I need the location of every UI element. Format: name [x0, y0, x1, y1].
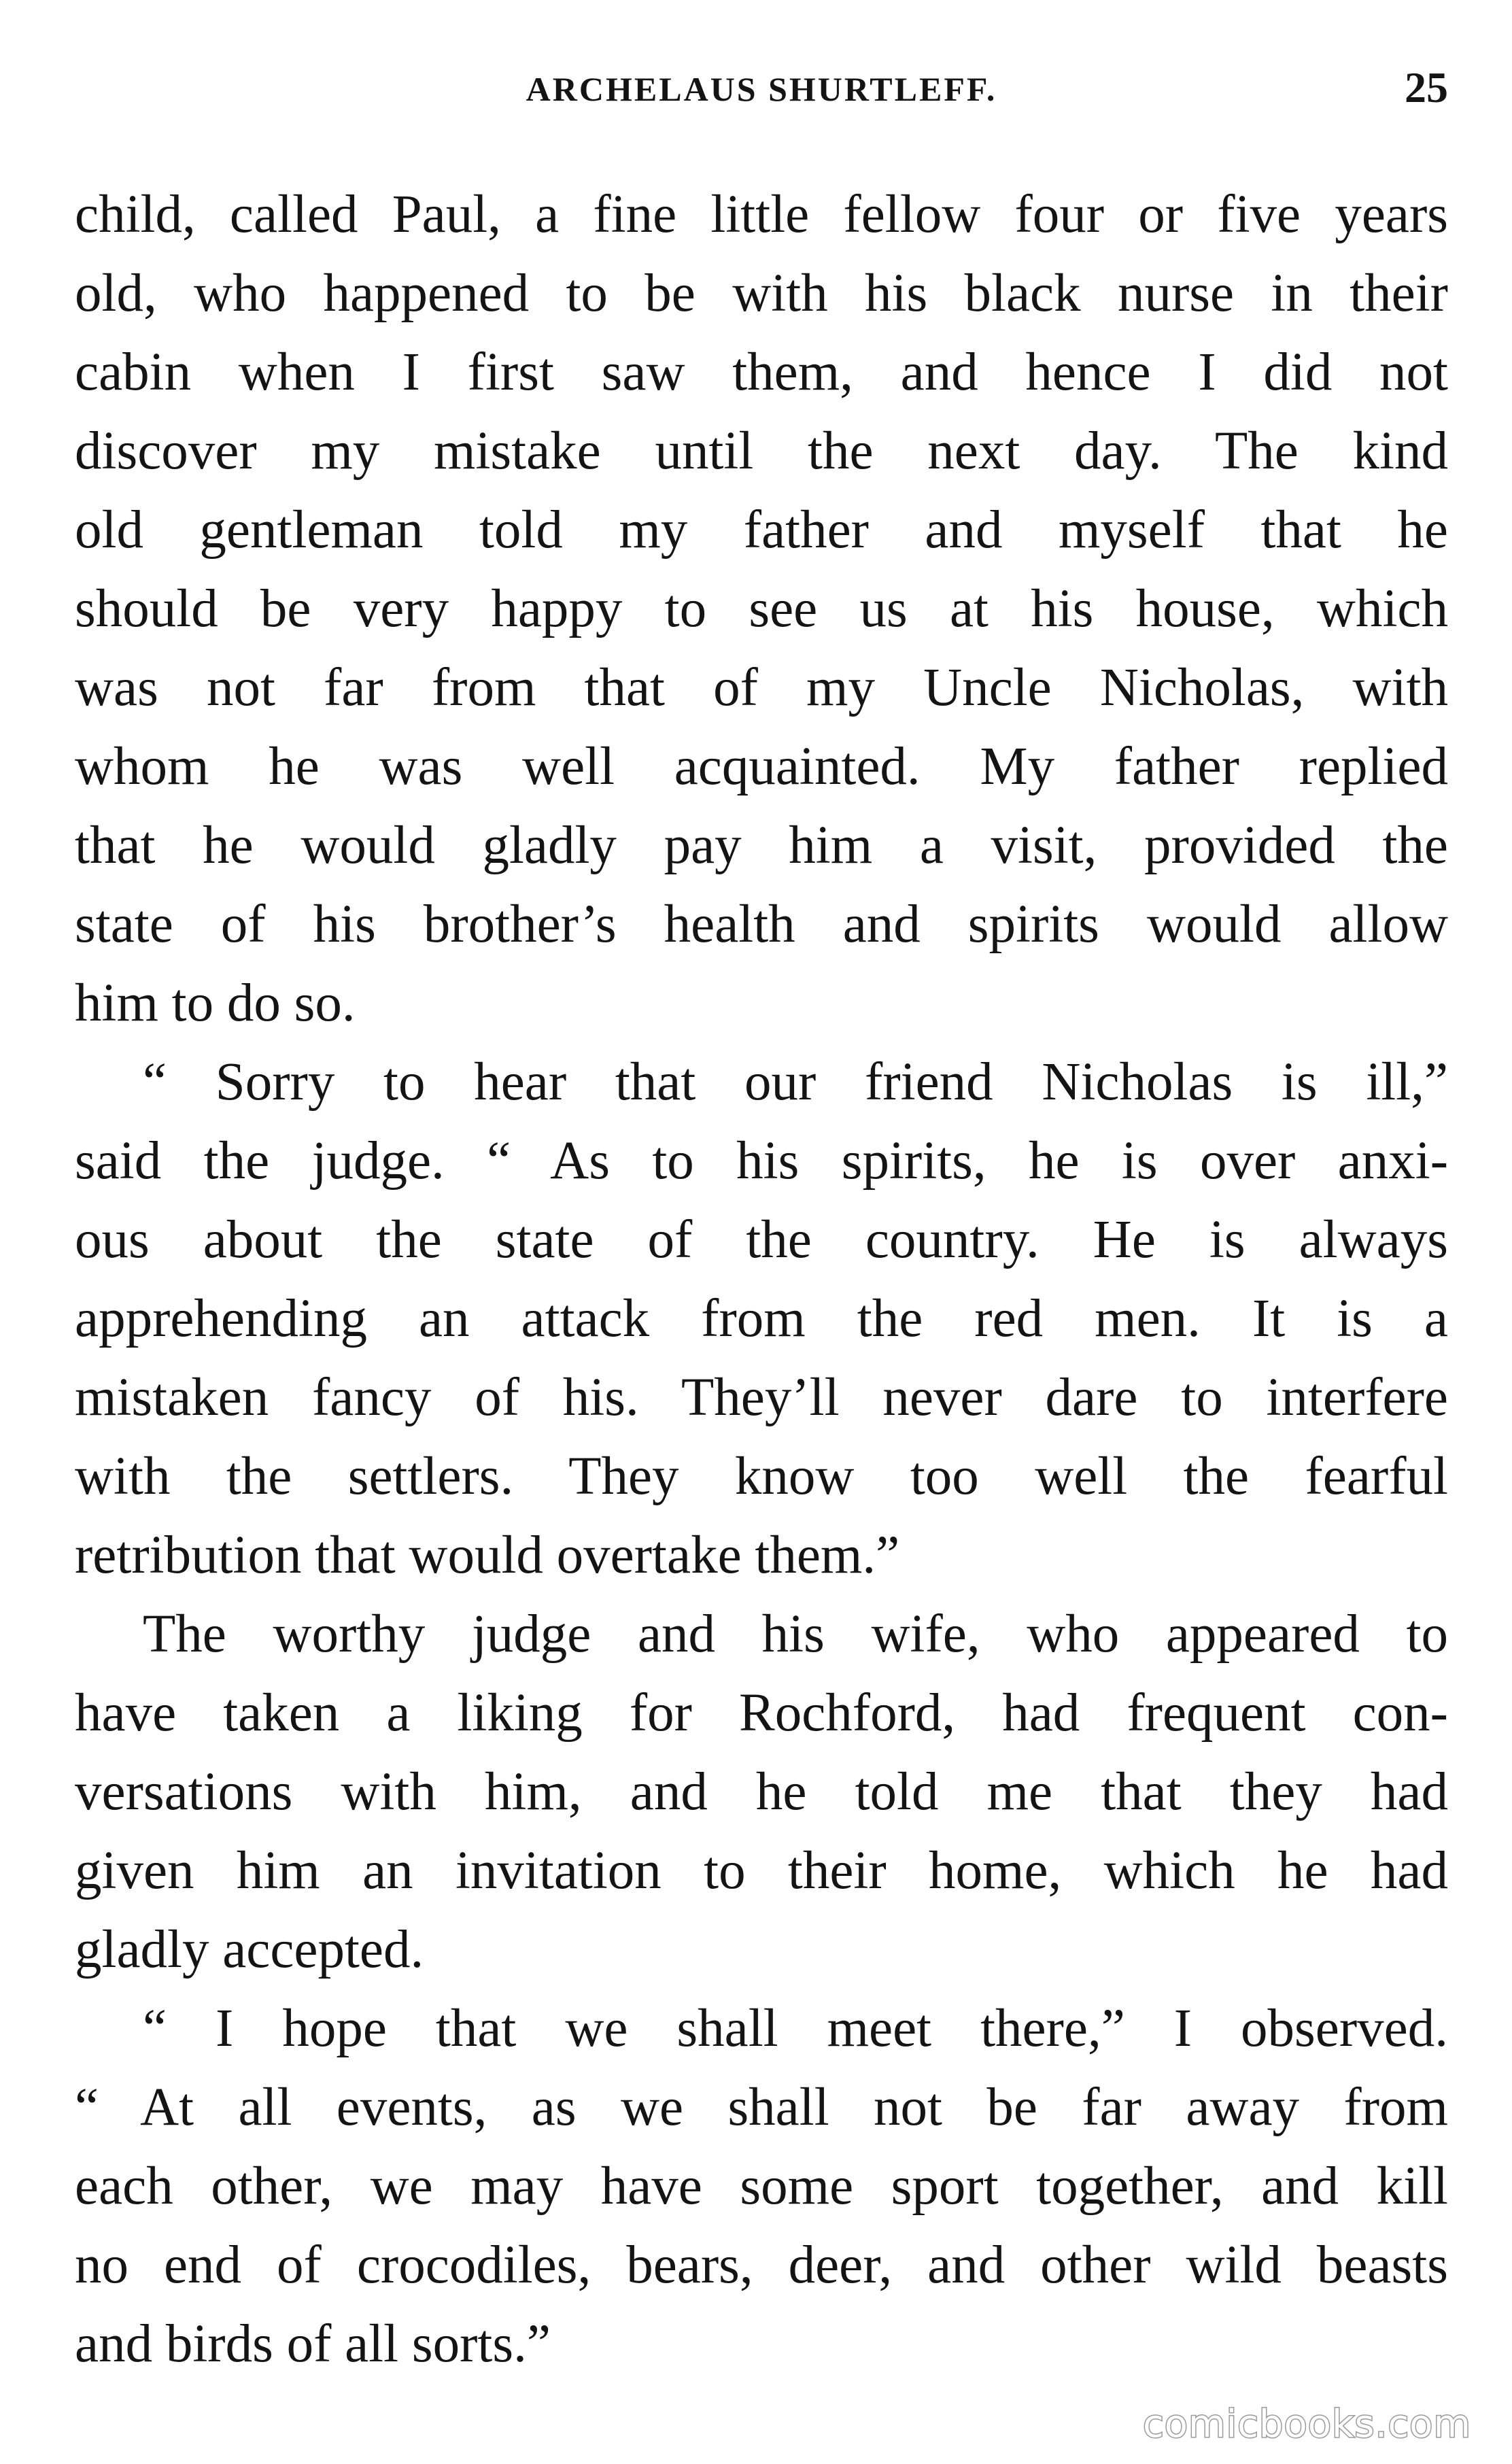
- text-line: old, who happened to be with his black nurse in their: [75, 264, 1448, 323]
- text-line: apprehending an attack from the red men. It is a: [75, 1289, 1448, 1348]
- paragraph-end-line: retribution that would overtake them.”: [75, 1526, 900, 1585]
- text-line: old gentleman told my father and myself that he: [75, 500, 1448, 560]
- text-line: that he would gladly pay him a visit, provided the: [75, 816, 1448, 875]
- page-number: 25: [1405, 63, 1448, 112]
- text-line: state of his brother’s health and spirits would allow: [75, 895, 1448, 954]
- text-line: mistaken fancy of his. They’ll never dare to interfere: [75, 1368, 1448, 1427]
- text-line: cabin when I first saw them, and hence I did not: [75, 343, 1448, 402]
- text-line: ous about the state of the country. He is always: [75, 1210, 1448, 1269]
- body-text: [75, 175, 1448, 2384]
- paragraph-end-line: gladly accepted.: [75, 1920, 424, 1979]
- running-title: ARCHELAUS SHURTLEFF.: [526, 70, 997, 108]
- text-line: given him an invitation to their home, which he had: [75, 1841, 1448, 1900]
- text-line: with the settlers. They know too well the fearful: [75, 1447, 1448, 1506]
- paragraph-end-line: and birds of all sorts.”: [75, 2314, 551, 2374]
- text-line: versations with him, and he told me that they had: [75, 1762, 1448, 1821]
- paragraph-end-line: him to do so.: [75, 974, 356, 1033]
- text-line: was not far from that of my Uncle Nicholas, with: [75, 658, 1448, 717]
- text-line: whom he was well acquainted. My father replied: [75, 737, 1448, 796]
- paragraph-start-line: “ Sorry to hear that our friend Nicholas is ill,”: [143, 1053, 1448, 1112]
- text-line: each other, we may have some sport together, and kill: [75, 2157, 1448, 2216]
- paragraph-start-line: “ I hope that we shall meet there,” I observed.: [143, 1999, 1448, 2058]
- text-line: said the judge. “ As to his spirits, he is over anxi-: [75, 1131, 1448, 1191]
- text-line: child, called Paul, a fine little fellow four or five years: [75, 185, 1448, 244]
- text-line: “ At all events, as we shall not be far away from: [75, 2078, 1448, 2137]
- text-line: have taken a liking for Rochford, had frequent con-: [75, 1683, 1448, 1743]
- running-head: [75, 63, 1448, 124]
- watermark: comicbooks.com: [1142, 2402, 1471, 2446]
- paragraph-start-line: The worthy judge and his wife, who appeared to: [143, 1605, 1448, 1664]
- text-line: no end of crocodiles, bears, deer, and other wild beasts: [75, 2236, 1448, 2295]
- text-line: should be very happy to see us at his house, which: [75, 579, 1448, 638]
- text-line: discover my mistake until the next day. The kind: [75, 422, 1448, 481]
